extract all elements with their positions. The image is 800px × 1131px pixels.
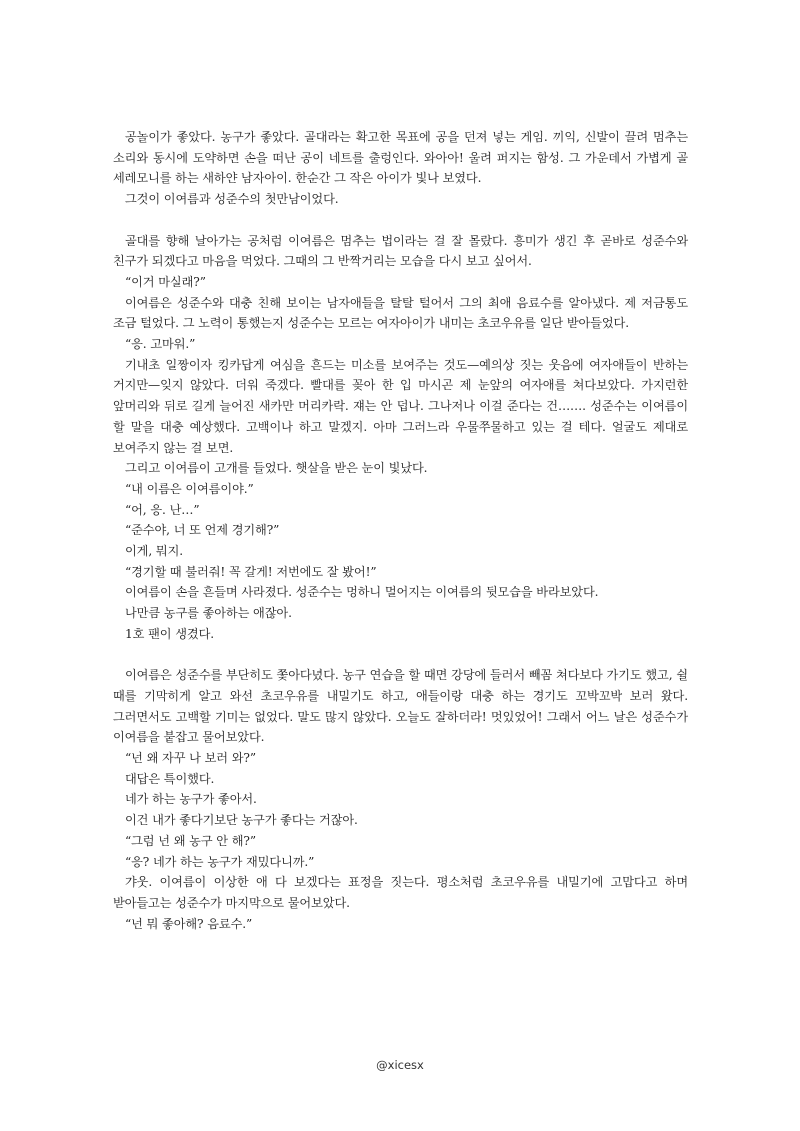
dialogue-line: “경기할 때 불러줘! 꼭 갈게! 저번에도 잘 봤어!”: [125, 564, 377, 579]
dialogue-line: “이거 마실래?”: [125, 274, 206, 289]
paragraph: 네가 하는 농구가 좋아서.: [125, 792, 257, 807]
section-break: [113, 210, 688, 231]
paragraph: 그리고 이여름이 고개를 들었다. 햇살을 받은 눈이 빛났다.: [125, 461, 428, 476]
dialogue-line: “그럼 넌 왜 농구 안 해?”: [125, 833, 256, 848]
paragraph: 그것이 이여름과 성준수의 첫만남이었다.: [125, 192, 339, 207]
dialogue-line: “어, 응. 난…”: [125, 502, 200, 517]
dialogue-line: “넌 왜 자꾸 나 보러 와?”: [125, 751, 256, 766]
paragraph: 이여름은 성준수와 대충 친해 보이는 남자애들을 탈탈 털어서 그의 최애 음료수를 알아냈다. 제 저금통도 조금 털었다. 그 노력이 통했는지 성준수는 모르는 여자아이가 내미는 초코우유를 일단 받아들었다.: [113, 295, 688, 331]
paragraph: 골대를 향해 날아가는 공처럼 이여름은 멈추는 법이라는 걸 잘 몰랐다. 흥미가 생긴 후 곧바로 성준수와 친구가 되겠다고 마음을 먹었다. 그때의 그 반짝거리는 모습을 다시 보고 싶어서.: [113, 233, 688, 269]
dialogue-line: “넌 뭐 좋아해? 음료수.”: [125, 916, 253, 931]
paragraph: 갸웃. 이여름이 이상한 애 다 보겠다는 표정을 짓는다. 평소처럼 초코우유를 내밀기에 고맙다고 하며 받아들고는 성준수가 마지막으로 물어보았다.: [113, 875, 688, 910]
paragraph: 나만큼 농구를 좋아하는 애잖아.: [125, 606, 292, 621]
dialogue-line: “내 이름은 이여름이야.”: [125, 481, 254, 496]
section-break: [113, 645, 688, 666]
dialogue-line: “준수야, 너 또 언제 경기해?”: [125, 523, 280, 538]
paragraph: 이여름이 손을 흔들며 사라졌다. 성준수는 멍하니 멀어지는 이여름의 뒷모습을 바라보았다.: [125, 585, 599, 600]
paragraph: 대답은 특이했다.: [125, 771, 215, 786]
story-body: [113, 127, 688, 934]
author-credit: @xicesx: [376, 1058, 424, 1072]
paragraph: 1호 팬이 생겼다.: [125, 626, 215, 641]
paragraph: 이건 내가 좋다기보단 농구가 좋다는 거잖아.: [125, 813, 358, 828]
dialogue-line: “응? 네가 하는 농구가 재밌다니까.”: [125, 854, 315, 869]
paragraph: 기내초 일짱이자 킹카답게 여심을 흔드는 미소를 보여주는 것도—예의상 짓는 웃음에 여자애들이 반하는 거지만—잊지 않았다. 더워 죽겠다. 빨대를 꽂아 한 입 마시곤 제 눈앞의 여자애를 쳐다보았다. 가지런한 앞머리와 뒤로 길게 늘어진 새카만 머리카락. 쟤는 안 덥나. 그나저나 이걸 준다는 건……. 성준수는 이여름이 할 말을 대충 예상했다. 고백이나 하고 말겠지. 아마 그러느라 우물쭈물하고 있는 걸 테다. 얼굴도 제대로 보여주지 않는 걸 보면.: [113, 357, 688, 455]
dialogue-line: “응. 고마워.”: [125, 337, 196, 352]
paragraph: 이게, 뭐지.: [125, 544, 184, 559]
paragraph: 이여름은 성준수를 부단히도 쫓아다녔다. 농구 연습을 할 때면 강당에 들러서 빼꼼 쳐다보다 가기도 했고, 쉴 때를 기막히게 알고 와선 초코우유를 내밀기도 하고, 애들이랑 대충 하는 경기도 꼬박꼬박 보러 왔다. 그러면서도 고백할 기미는 없었다. 말도 많지 않았다. 오늘도 잘하더라! 멋있었어! 그래서 어느 날은 성준수가 이여름을 붙잡고 물어보았다.: [113, 668, 688, 745]
paragraph: 공놀이가 좋았다. 농구가 좋았다. 골대라는 확고한 목표에 공을 던져 넣는 게임. 끼익, 신발이 끌려 멈추는 소리와 동시에 도약하면 손을 떠난 공이 네트를 출렁인다. 와아아! 울려 퍼지는 함성. 그 가운데서 가볍게 골 세레모니를 하는 새하얀 남자아이. 한순간 그 작은 아이가 빛나 보였다.: [113, 130, 688, 186]
